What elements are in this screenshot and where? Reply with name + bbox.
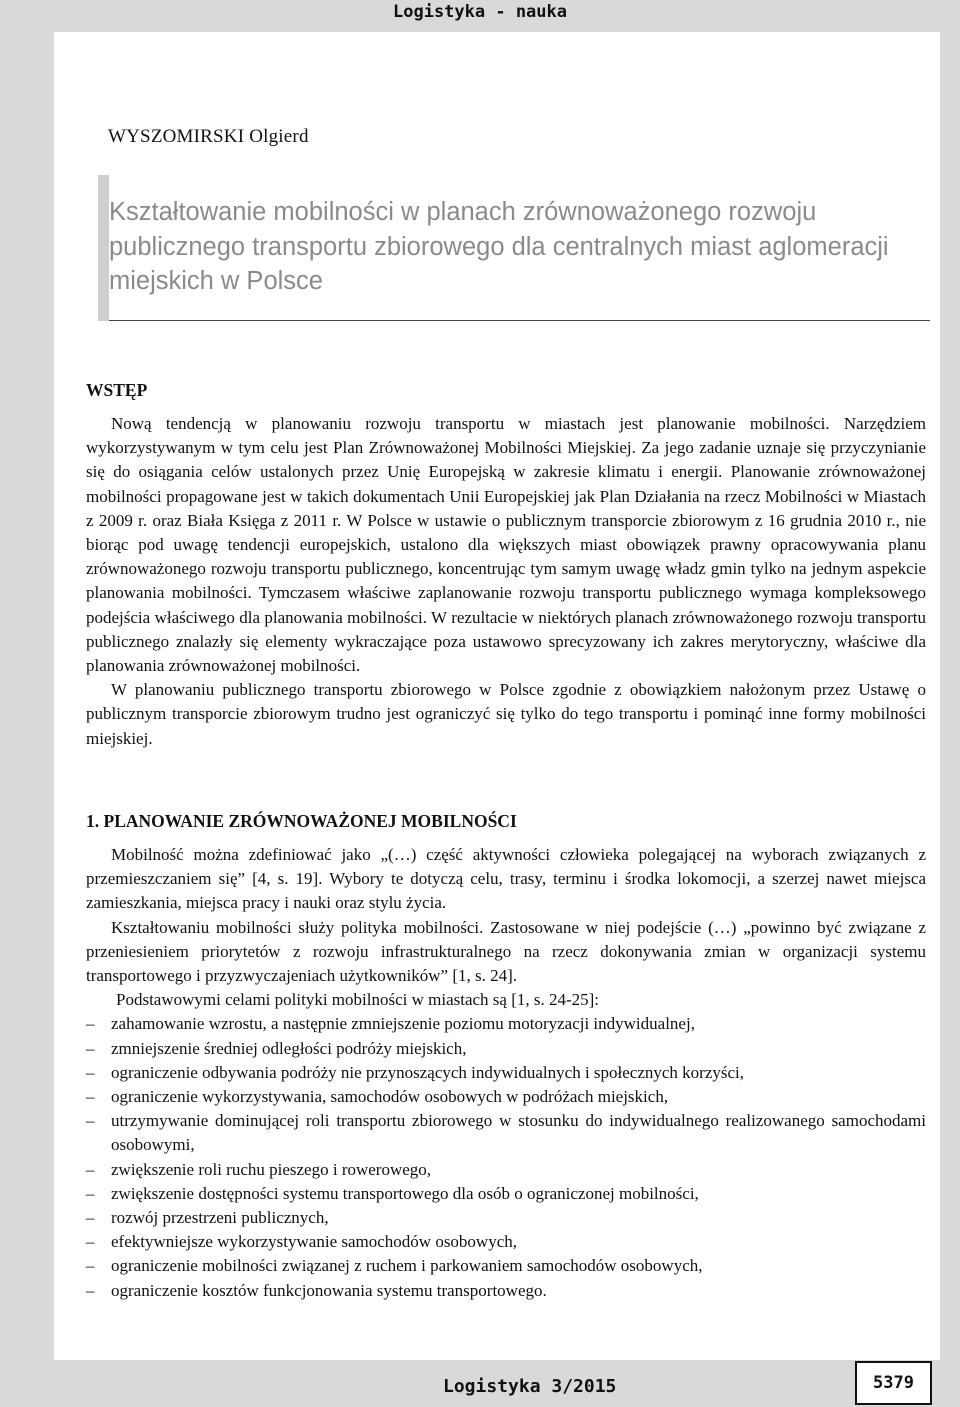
list-item-text: zwiększenie roli ruchu pieszego i rowerowego, (111, 1159, 432, 1179)
section-paragraph: Mobilność można zdefiniować jako „(…) część aktywności człowieka polegającej na wyborach związanych z przemieszczaniem się” [4, s. 19]. Wybory te dotyczą celu, trasy, terminu i środka lokomocji, a szerzej nawet miejsca zamieszkania, miejsca pracy i nauki oraz stylu życia. (86, 845, 926, 913)
list-item (86, 1230, 926, 1254)
list-dash: – (86, 1062, 95, 1082)
section-paragraph: Kształtowaniu mobilności służy polityka mobilności. Zastosowane w niej podejście (…) „powinno być związane z przeniesieniem priorytetów z rozwoju infrastrukturalnego na rzecz dokonywania zmian w organizacji systemu transportowego i przyzwyczajeniach użytkowników” [1, s. 24]. (86, 917, 926, 986)
title-shade-bar (98, 175, 109, 321)
list-dash: – (86, 1256, 95, 1276)
list-item-text: zahamowanie wzrostu, a następnie zmniejszenie poziomu motoryzacji indywidualnej, (111, 1014, 695, 1034)
list-item (86, 1037, 926, 1061)
list-item-text: utrzymywanie dominującej roli transportu zbiorowego w stosunku do indywidualnego realizowanego samochodami osobowymi, (111, 1111, 926, 1155)
list-dash: – (86, 1087, 95, 1107)
title-line: publicznego transportu zbiorowego dla centralnych miast aglomeracji (109, 232, 889, 261)
list-item (86, 1012, 926, 1036)
section-paragraph: Podstawowymi celami polityki mobilności w miastach są [1, s. 24-25]: (116, 990, 600, 1010)
list-item (86, 1279, 926, 1303)
list-item (86, 1158, 926, 1182)
list-item (86, 1109, 926, 1157)
section-body (86, 843, 926, 1303)
list-item (86, 1206, 926, 1230)
list-item-text: zmniejszenie średniej odległości podróży miejskich, (111, 1038, 467, 1058)
footer-issue: Logistyka 3/2015 (443, 1376, 617, 1397)
list-item-text: ograniczenie mobilności związanej z ruchem i parkowaniem samochodów osobowych, (111, 1256, 703, 1276)
article-title (109, 195, 919, 299)
section-heading: 1. PLANOWANIE ZRÓWNOWAŻONEJ MOBILNOŚCI (86, 811, 517, 831)
list-dash: – (86, 1159, 95, 1179)
intro-paragraph: W planowaniu publicznego transportu zbiorowego w Polsce zgodnie z obowiązkiem nałożonym przez Ustawę o publicznym transporcie zbiorowym trudno jest ograniczyć się tylko do tego transportu i pominąć inne formy mobilności miejskiej. (86, 680, 926, 748)
title-box (98, 175, 930, 321)
intro-paragraph: Nową tendencją w planowaniu rozwoju transportu w miastach jest planowanie mobilności. Narzędziem wykorzystywanym w tym celu jest Plan Zrównoważonej Mobilności Miejskiej. Za jego zadanie uznaje się przyczynianie się do osiągania celów ustalonych przez Unię Europejską w zakresie klimatu i energii. Planowanie zrównoważonej mobilności propagowane jest w takich dokumentach Unii Europejskiej jak Plan Działania na rzecz Mobilności w Miastach z 2009 r. oraz Biała Księga z 2011 r. W Polsce w ustawie o publicznym transporcie zbiorowym z 16 grudnia 2010 r., nie biorąc pod uwagę tendencji europejskich, ustalono dla większych miast obowiązek prawny opracowywania planu zrównoważonego rozwoju transportu publicznego, koncentrując tym samym uwagę władz gmin tylko na jednym aspekcie planowania mobilności. Tymczasem właściwe zaplanowanie rozwoju transportu publicznego wymaga kompleksowego podejścia właściwego dla planowania mobilności. W rezultacie w niektórych planach zrównoważonego rozwoju transportu publicznego znalazły się elementy wykraczające poza ustawowo sprecyzowany ich zakres merytoryczny, właściwe dla planowania zrównoważonej mobilności. (86, 414, 926, 676)
page-number: 5379 (855, 1361, 932, 1405)
intro-body (86, 412, 926, 751)
list-item (86, 1061, 926, 1085)
title-line: Kształtowanie mobilności w planach zrównoważonego rozwoju (109, 198, 817, 226)
list-dash: – (86, 1280, 95, 1300)
list-dash: – (86, 1014, 95, 1034)
list-dash: – (86, 1038, 95, 1058)
list-dash: – (86, 1111, 95, 1131)
list-dash: – (86, 1208, 95, 1228)
intro-heading: WSTĘP (86, 380, 148, 400)
list-dash: – (86, 1232, 95, 1252)
title-line: miejskich w Polsce (109, 267, 323, 295)
list-dash: – (86, 1183, 95, 1203)
goals-list (86, 1012, 926, 1302)
list-item (86, 1254, 926, 1278)
list-item-text: zwiększenie dostępności systemu transportowego dla osób o ograniczonej mobilności, (111, 1183, 699, 1203)
list-item-text: ograniczenie kosztów funkcjonowania systemu transportowego. (111, 1280, 547, 1300)
list-item (86, 1085, 926, 1109)
list-item (86, 1182, 926, 1206)
list-item-text: ograniczenie odbywania podróży nie przynoszących indywidualnych i społecznych korzyści, (111, 1062, 745, 1082)
list-item-text: ograniczenie wykorzystywania, samochodów osobowych w podróżach miejskich, (111, 1087, 669, 1107)
author-name: WYSZOMIRSKI Olgierd (108, 126, 309, 147)
list-item-text: efektywniejsze wykorzystywanie samochodów osobowych, (111, 1232, 518, 1252)
list-item-text: rozwój przestrzeni publicznych, (111, 1208, 329, 1228)
running-header: Logistyka - nauka (393, 2, 567, 22)
